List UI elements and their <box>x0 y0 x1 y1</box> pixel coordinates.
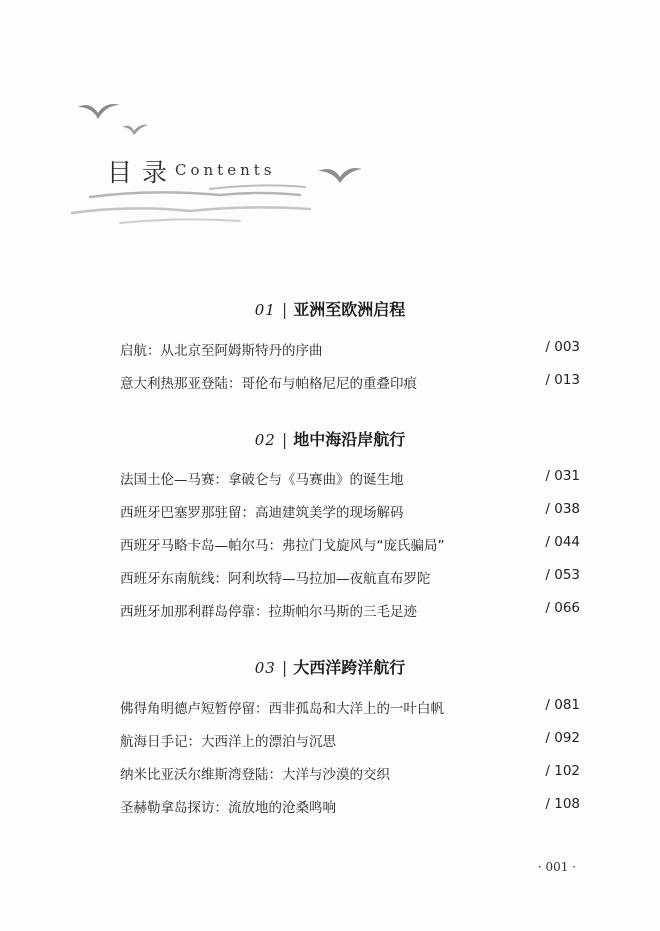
section-heading <box>0 427 660 450</box>
entry-page: / 066 <box>545 600 580 616</box>
section-title: 亚洲至欧洲启程 <box>293 300 406 319</box>
entry-page: / 031 <box>545 468 580 484</box>
section-number: 03 <box>254 659 276 677</box>
entry-title: 纳米比亚沃尔维斯湾登陆：大洋与沙漠的交织 <box>120 767 390 783</box>
toc-entry[interactable] <box>120 730 580 750</box>
entry-title: 西班牙马略卡岛—帕尔马：弗拉门戈旋风与“庞氏骗局” <box>120 538 445 554</box>
cloud-stroke <box>72 207 310 213</box>
cloud-stroke <box>120 219 240 223</box>
section-title: 大西洋跨洋航行 <box>293 658 406 677</box>
entry-page: / 053 <box>545 567 580 583</box>
toc-entry[interactable] <box>120 600 580 620</box>
toc-entry[interactable] <box>120 339 580 359</box>
entry-page: / 013 <box>545 372 580 388</box>
section-heading <box>0 297 660 320</box>
page-number: · 001 · <box>537 860 576 874</box>
toc-entry[interactable] <box>120 534 580 554</box>
entry-page: / 092 <box>545 730 580 746</box>
section-divider: | <box>281 430 288 449</box>
entry-title: 西班牙巴塞罗那驻留：高迪建筑美学的现场解码 <box>120 505 404 521</box>
seagull-icon <box>318 168 362 183</box>
seagull-icon <box>122 125 148 135</box>
entry-page: / 044 <box>545 534 580 550</box>
page-title-english: Contents <box>175 161 276 179</box>
toc-entry[interactable] <box>120 697 580 717</box>
entry-title: 意大利热那亚登陆：哥伦布与帕格尼尼的重叠印痕 <box>120 376 417 392</box>
entry-title: 启航：从北京至阿姆斯特丹的序曲 <box>120 343 323 359</box>
entry-page: / 038 <box>545 501 580 517</box>
toc-entry[interactable] <box>120 501 580 521</box>
entry-page: / 102 <box>545 763 580 779</box>
entry-title: 佛得角明德卢短暂停留：西非孤岛和大洋上的一叶白帆 <box>120 701 444 717</box>
section-divider: | <box>281 658 288 677</box>
section-title: 地中海沿岸航行 <box>293 430 406 449</box>
section-number: 01 <box>254 301 276 319</box>
entry-page: / 003 <box>545 339 580 355</box>
entry-page: / 081 <box>545 697 580 713</box>
entry-title: 西班牙东南航线：阿利坎特—马拉加—夜航直布罗陀 <box>120 571 431 587</box>
entry-title: 圣赫勒拿岛探访：流放地的沧桑鸣响 <box>120 800 336 816</box>
entry-title: 西班牙加那利群岛停靠：拉斯帕尔马斯的三毛足迹 <box>120 604 417 620</box>
section-number: 02 <box>254 431 276 449</box>
section-divider: | <box>281 300 288 319</box>
entry-title: 航海日手记：大西洋上的漂泊与沉思 <box>120 734 336 750</box>
entry-page: / 108 <box>545 796 580 812</box>
toc-entry[interactable] <box>120 468 580 488</box>
section-heading <box>0 655 660 678</box>
entry-title: 法国土伦—马赛：拿破仑与《马赛曲》的诞生地 <box>120 472 404 488</box>
toc-entry[interactable] <box>120 763 580 783</box>
seagull-icon <box>78 104 120 119</box>
toc-entry[interactable] <box>120 567 580 587</box>
cloud-stroke <box>90 192 300 197</box>
toc-entry[interactable] <box>120 372 580 392</box>
page-title: 目录 <box>107 158 178 187</box>
cloud-stroke <box>210 185 305 189</box>
toc-entry[interactable] <box>120 796 580 816</box>
